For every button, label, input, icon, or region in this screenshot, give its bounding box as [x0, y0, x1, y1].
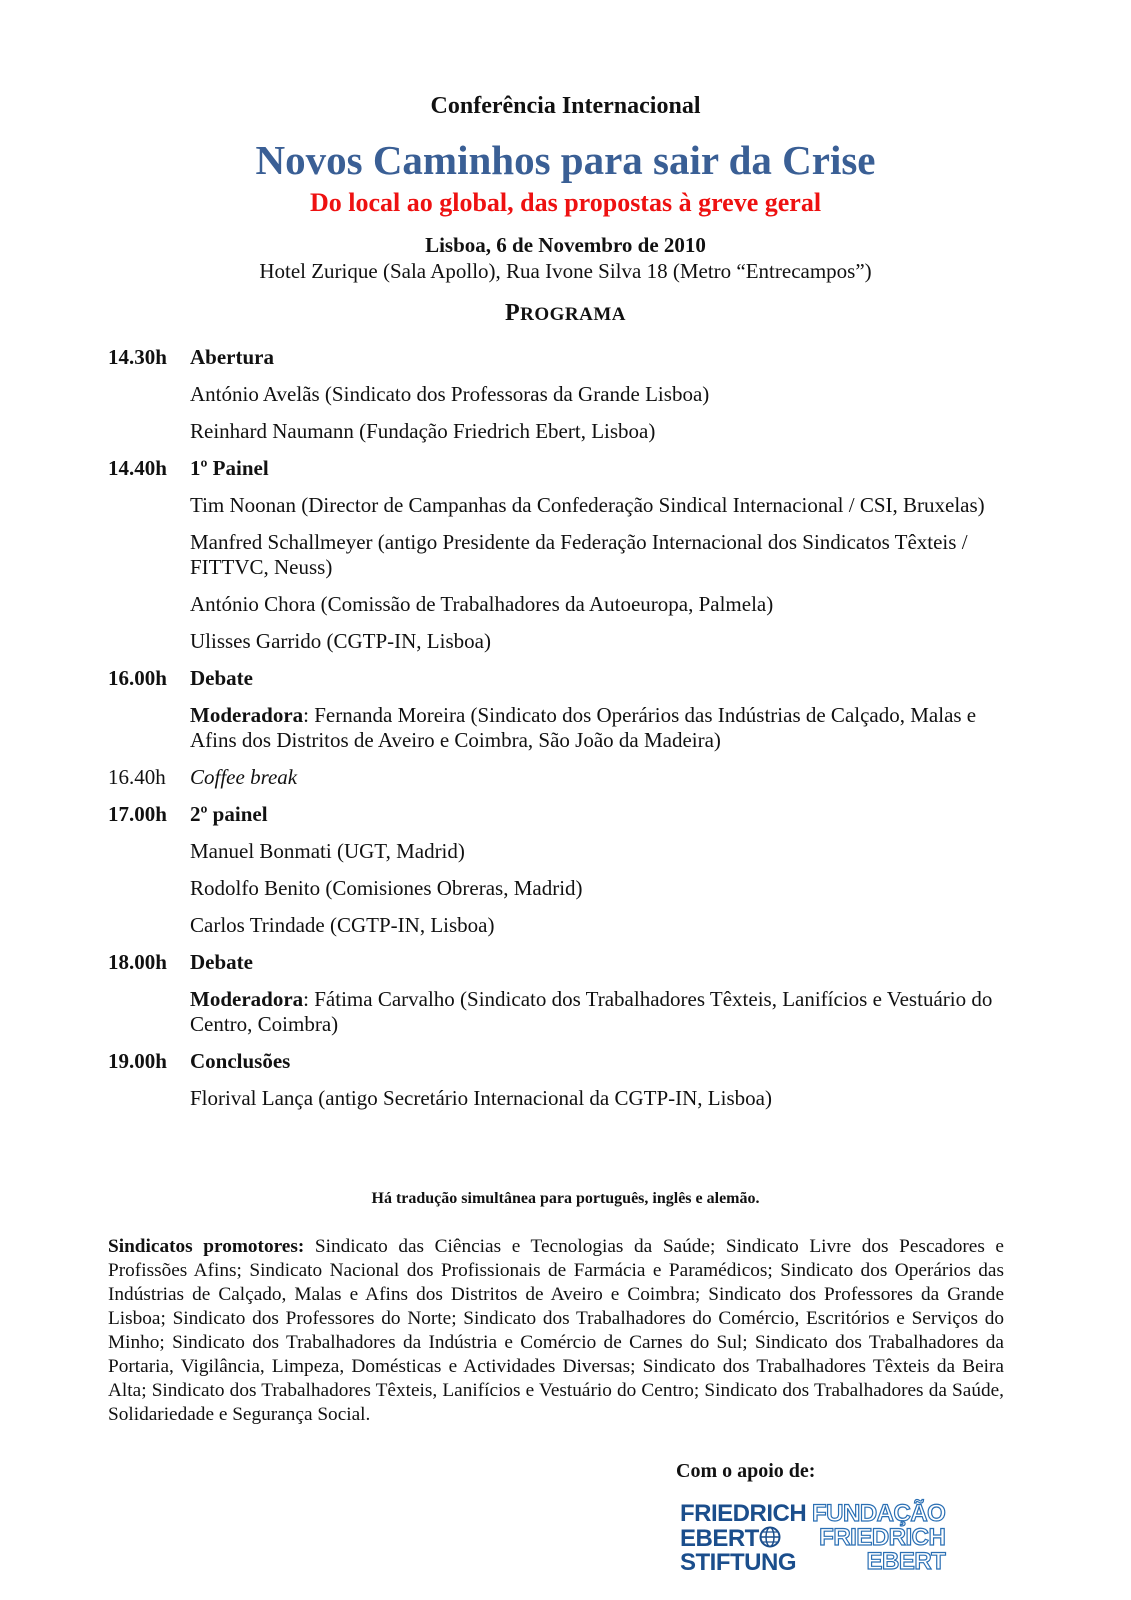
speaker: Manfred Schallmeyer (antigo Presidente da Federação Internacional dos Sindicatos Têxteis / FITTVC, Neuss) [190, 530, 968, 579]
promoters-paragraph [108, 1235, 1004, 1427]
speaker: António Avelãs (Sindicato dos Professoras da Grande Lisboa) [190, 382, 710, 406]
slot-time: 18.00h [108, 950, 167, 974]
promoters-label: Sindicatos promotores: [108, 1236, 305, 1257]
conference-date: Lisboa, 6 de Novembro de 2010 [425, 233, 706, 257]
speaker: Reinhard Naumann (Fundação Friedrich Ebert, Lisboa) [190, 419, 656, 443]
schedule-slot [108, 802, 1008, 938]
support-label: Com o apoio de: [676, 1460, 816, 1482]
slot-label: 2º painel [190, 802, 268, 826]
slot-label: Coffee break [190, 765, 298, 789]
slot-label: Debate [190, 666, 253, 690]
slot-label: 1º Painel [190, 456, 269, 480]
slot-time: 14.30h [108, 345, 167, 369]
logo-line-with-globe [680, 1526, 806, 1551]
schedule-slot [108, 950, 1008, 1037]
logo-line: FRIEDRICH [680, 1500, 807, 1527]
schedule-slot [108, 765, 1008, 802]
program-heading [0, 300, 1131, 327]
schedule-slot [108, 666, 1008, 753]
conference-title: Novos Caminhos para sair da Crise [255, 137, 876, 183]
globe-icon [759, 1526, 781, 1548]
schedule-slot [108, 456, 1008, 654]
conference-kicker: Conferência Internacional [430, 93, 701, 119]
slot-time: 16.00h [108, 666, 167, 690]
moderator [190, 987, 1008, 1037]
moderator [190, 703, 1008, 753]
slot-time: 19.00h [108, 1049, 167, 1073]
speaker: Manuel Bonmati (UGT, Madrid) [190, 839, 465, 863]
speaker: António Chora (Comissão de Trabalhadores da Autoeuropa, Palmela) [190, 592, 774, 616]
speaker: Tim Noonan (Director de Campanhas da Confederação Sindical Internacional / CSI, Bruxelas) [190, 493, 985, 517]
speaker: Ulisses Garrido (CGTP-IN, Lisboa) [190, 629, 491, 653]
speaker: Florival Lança (antigo Secretário Internacional da CGTP-IN, Lisboa) [190, 1086, 772, 1110]
moderator-label: Moderadora [190, 987, 304, 1011]
schedule [108, 345, 1008, 1123]
moderator-label: Moderadora [190, 703, 304, 727]
slot-time: 14.40h [108, 456, 167, 480]
promoters-text: Sindicato das Ciências e Tecnologias da Saúde; Sindicato Livre dos Pescadores e Profissões Afins; Sindicato Nacional dos Profissionais de Farmácia e Paramédicos; Sindicato dos Operários das Indústrias de Calçado, Malas e Afins dos Distritos de Aveiro e Coimbra; Sindicato dos Professores da Grande Lisboa; Sindicato dos Professores do Norte; Sindicato dos Trabalhadores do Comércio, Escritórios e Serviços do Minho; Sindicato dos Trabalhadores da Indústria e Comércio de Carnes do Sul; Sindicato dos Trabalhadores da Portaria, Vigilância, Limpeza, Domésticas e Actividades Diversas; Sindicato dos Trabalhadores Têxteis da Beira Alta; Sindicato dos Trabalhadores Têxteis, Lanifícios e Vestuário do Centro; Sindicato dos Trabalhadores da Saúde, Solidariedade e Segurança Social. [108, 1236, 1004, 1425]
moderator-text: : Fernanda Moreira (Sindicato dos Operários das Indústrias de Calçado, Malas e Afins dos Distritos de Aveiro e Coimbra, São João da Madeira) [190, 703, 977, 752]
logo-line: FUNDAÇÃO [812, 1500, 946, 1527]
schedule-slot [108, 1049, 1008, 1111]
speaker: Carlos Trindade (CGTP-IN, Lisboa) [190, 913, 495, 937]
logo-line: FRIEDRICH [819, 1524, 946, 1551]
conference-subtitle: Do local ao global, das propostas à greve geral [309, 188, 822, 217]
logo-line: STIFTUNG [680, 1549, 796, 1576]
slot-label: Conclusões [190, 1049, 291, 1073]
logo-line: EBERT [866, 1548, 946, 1575]
fundacao-friedrich-ebert-logo [812, 1502, 945, 1574]
program-heading-initial: P [504, 300, 521, 326]
slot-label: Debate [190, 950, 253, 974]
conference-venue: Hotel Zurique (Sala Apollo), Rua Ivone Silva 18 (Metro “Entrecampos”) [259, 259, 872, 283]
program-heading-rest: ROGRAMA [520, 304, 627, 325]
slot-time: 16.40h [108, 765, 166, 789]
slot-time: 17.00h [108, 802, 167, 826]
speaker: Rodolfo Benito (Comisiones Obreras, Madrid) [190, 876, 583, 900]
slot-label: Abertura [190, 345, 274, 369]
schedule-slot [108, 345, 1008, 444]
friedrich-ebert-stiftung-logo [680, 1502, 806, 1575]
logo-line: EBERT [680, 1525, 759, 1552]
translation-note: Há tradução simultânea para português, inglês e alemão. [371, 1190, 760, 1207]
moderator-text: : Fátima Carvalho (Sindicato dos Trabalhadores Têxteis, Lanifícios e Vestuário do Centro, Coimbra) [190, 987, 993, 1036]
